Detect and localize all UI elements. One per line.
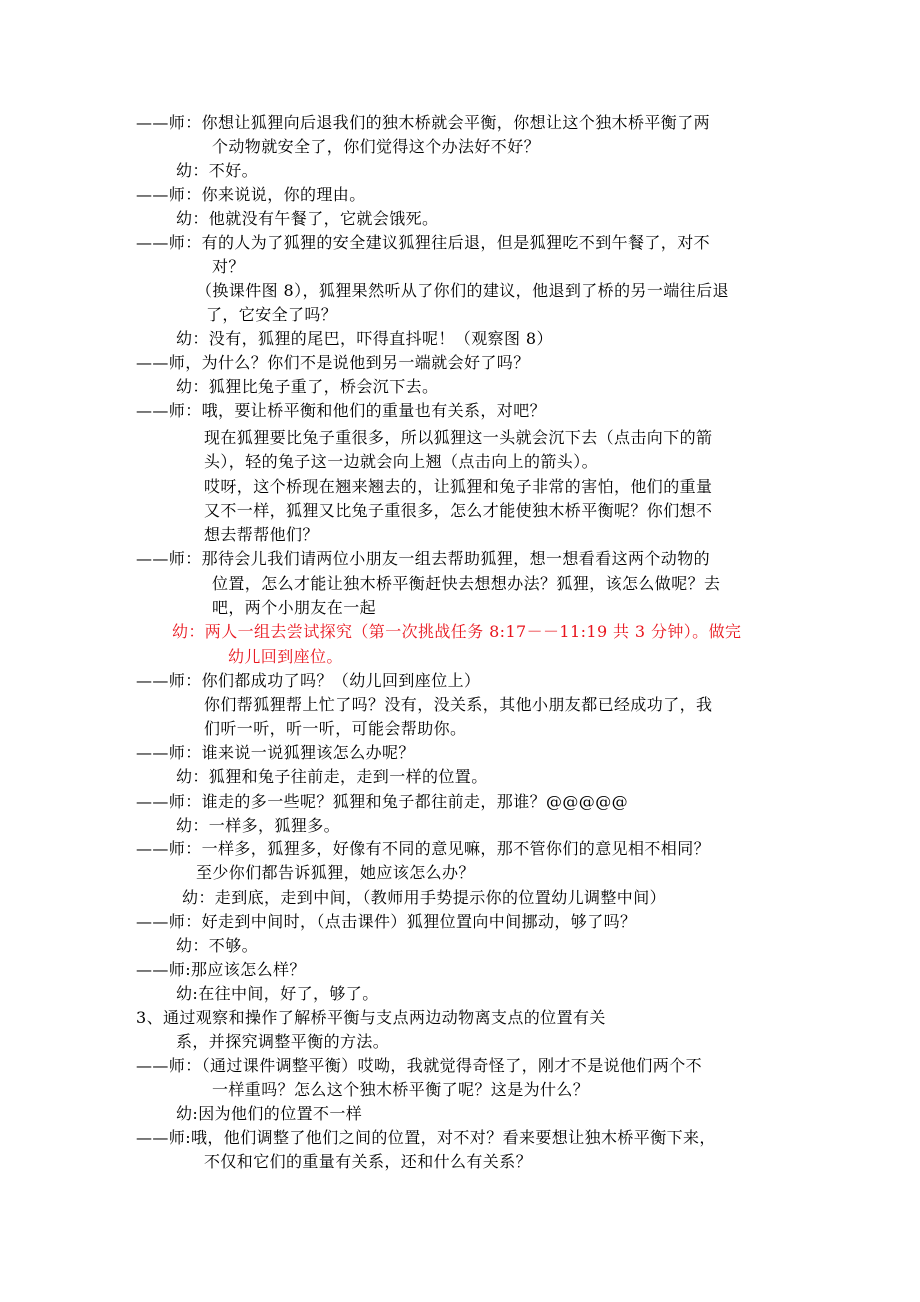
text-line: 一样重吗？怎么这个独木桥平衡了呢？这是为什么？ <box>212 1080 590 1099</box>
text-line: ——师：一样多，狐狸多，好像有不同的意见嘛，那不管你们的意见相不相同？ <box>136 839 711 858</box>
text-line: 对？ <box>212 257 245 276</box>
text-line: 哎呀，这个桥现在翘来翘去的，让狐狸和兔子非常的害怕，他们的重量 <box>204 477 713 496</box>
text-line: ——师：那待会儿我们请两位小朋友一组去帮助狐狸，想一想看看这两个动物的 <box>136 549 711 568</box>
text-line: 幼:在往中间，好了，够了。 <box>176 984 379 1003</box>
text-line: 个动物就安全了，你们觉得这个办法好不好？ <box>212 137 541 156</box>
text-line: 头），轻的兔子这一边就会向上翘（点击向上的箭头）。 <box>204 452 599 471</box>
text-line: ——师，为什么？你们不是说他到另一端就会好了吗？ <box>136 353 530 372</box>
text-line: 想去帮帮他们？ <box>204 525 319 544</box>
text-line: 不仅和它们的重量有关系，还和什么有关系？ <box>204 1152 533 1171</box>
highlighted-text-line: 幼儿回到座位。 <box>228 647 343 666</box>
text-line: 幼：不好。 <box>176 161 259 180</box>
text-line: 了，它安全了吗？ <box>206 305 338 324</box>
text-line: ——师：好走到中间时，（点击课件）狐狸位置向中间挪动，够了吗？ <box>136 912 637 931</box>
text-line: 幼：狐狸比兔子重了，桥会沉下去。 <box>176 377 439 396</box>
text-line: 幼：狐狸和兔子往前走，走到一样的位置。 <box>176 767 488 786</box>
text-line: ——师：你们都成功了吗？（幼儿回到座位上） <box>136 671 481 690</box>
text-line: ——师：你想让狐狸向后退我们的独木桥就会平衡，你想让这个独木桥平衡了两 <box>136 113 711 132</box>
section-heading: 3、通过观察和操作了解桥平衡与支点两边动物离支点的位置有关 <box>136 1008 606 1027</box>
text-line: 又不一样，狐狸又比兔子重很多，怎么才能使独木桥平衡呢？你们想不 <box>204 501 713 520</box>
highlighted-text-line: 幼：两人一组去尝试探究（第一次挑战任务 8:17－－11:19 共 3 分钟）。做完 <box>172 622 742 641</box>
text-line: 幼：他就没有午餐了，它就会饿死。 <box>176 209 439 228</box>
text-line: 们听一听，听一听，可能会帮助你。 <box>204 719 467 738</box>
text-line: 位置，怎么才能让独木桥平衡赶快去想想办法？狐狸，该怎么做呢？去 <box>212 574 721 593</box>
text-line: 幼：没有，狐狸的尾巴，吓得直抖呢！（观察图 8） <box>176 329 553 348</box>
text-line: ——师：（通过课件调整平衡）哎呦，我就觉得奇怪了，刚才不是说他们两个不 <box>136 1056 703 1075</box>
text-line: 现在狐狸要比兔子重很多，所以狐狸这一头就会沉下去（点击向下的箭 <box>204 428 713 447</box>
text-line: ——师:哦，他们调整了他们之间的位置，对不对？看来要想让独木桥平衡下来， <box>136 1128 716 1147</box>
text-line: 吧，两个小朋友在一起 <box>212 598 377 617</box>
text-line: ——师：你来说说，你的理由。 <box>136 185 366 204</box>
text-line: ——师：有的人为了狐狸的安全建议狐狸往后退，但是狐狸吃不到午餐了，对不 <box>136 233 711 252</box>
section-heading: 系，并探究调整平衡的方法。 <box>176 1032 390 1051</box>
text-line: （换课件图 8），狐狸果然听从了你们的建议，他退到了桥的另一端往后退 <box>196 281 729 300</box>
text-line: ——师：谁来说一说狐狸该怎么办呢？ <box>136 743 415 762</box>
text-line: 你们帮狐狸帮上忙了吗？没有，没关系，其他小朋友都已经成功了，我 <box>204 695 713 714</box>
text-line: 幼:因为他们的位置不一样 <box>176 1104 363 1123</box>
text-line: 幼：不够。 <box>176 936 259 955</box>
text-line: 至少你们都告诉狐狸，她应该怎么办？ <box>196 863 475 882</box>
text-line: ——师：谁走的多一些呢？狐狸和兔子都往前走，那谁？@@@@@ <box>136 792 629 811</box>
text-line: 幼：走到底，走到中间，（教师用手势提示你的位置幼儿调整中间） <box>182 888 667 907</box>
text-line: ——师：哦，要让桥平衡和他们的重量也有关系，对吧？ <box>136 401 547 420</box>
text-line: 幼：一样多，狐狸多。 <box>176 816 341 835</box>
text-line: ——师:那应该怎么样？ <box>136 960 306 979</box>
